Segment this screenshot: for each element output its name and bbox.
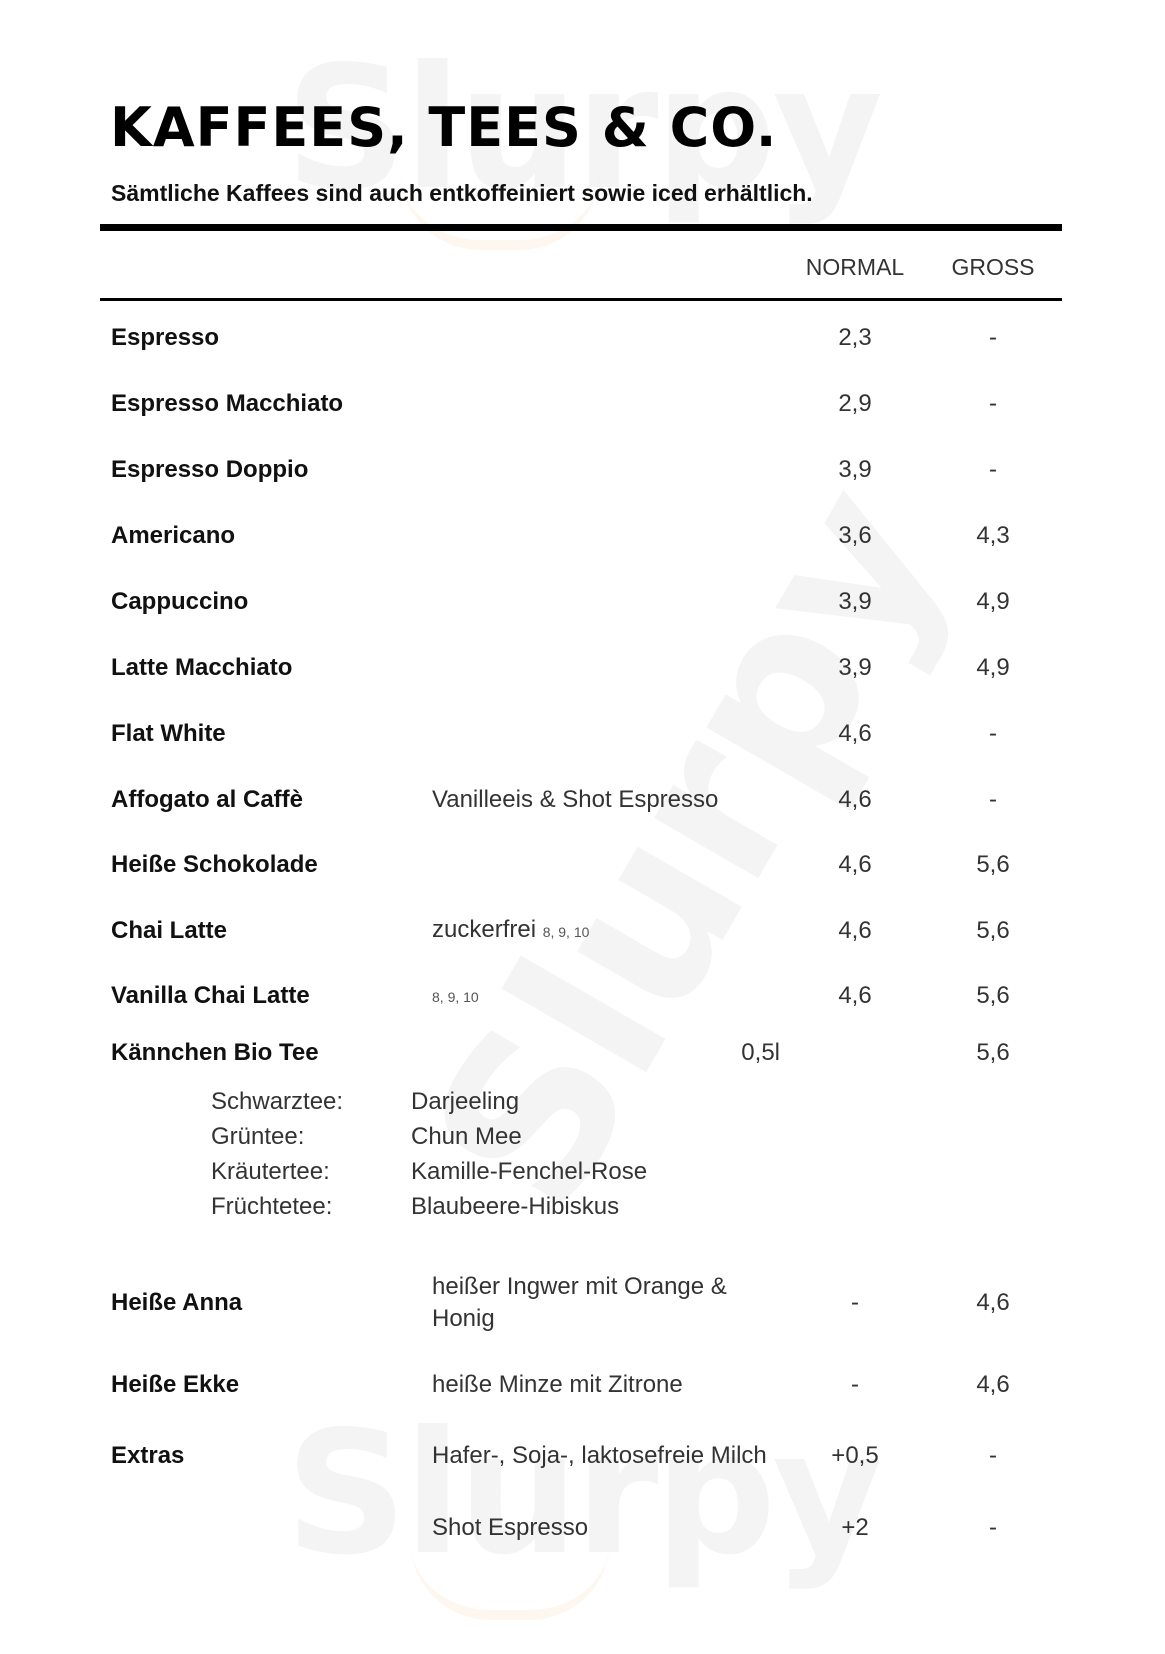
tea-variety [211,1189,647,1224]
item-price-normal: 2,3 [838,324,872,351]
item-price-normal: +0,5 [831,1442,879,1469]
item-name: Affogato al Caffè [111,786,303,813]
item-name: Flat White [111,720,226,747]
item-price-gross: - [989,1442,997,1469]
column-header-normal: NORMAL [805,254,905,280]
header-rule [100,224,1062,231]
item-price-normal: - [851,1289,859,1316]
item-description: Hafer-, Soja-, laktosefreie Milch [432,1442,767,1469]
item-description: heiße Minze mit Zitrone [432,1371,683,1398]
tea-variety [211,1154,647,1189]
item-name: Cappuccino [111,588,249,615]
item-price-gross: 4,9 [976,588,1010,615]
item-price-gross: - [989,1514,997,1541]
tea-variety-name: Kamille-Fenchel-Rose [411,1158,648,1185]
item-price-gross: - [989,390,997,417]
item-price-gross: 4,3 [976,522,1010,549]
menu-item [0,437,1165,503]
item-price-normal: 4,6 [838,982,872,1009]
item-name: Extras [111,1442,185,1469]
item-price-gross: 4,6 [976,1289,1010,1316]
menu-item [0,569,1165,635]
item-price-normal: 2,9 [838,390,872,417]
item-price-normal: 4,6 [838,851,872,878]
item-price-gross: 5,6 [976,982,1010,1009]
tea-varieties [211,1084,647,1224]
item-description: heißer Ingwer mit Orange & Honig [432,1273,727,1332]
tea-variety-name: Darjeeling [411,1088,520,1115]
item-name: Espresso Doppio [111,456,309,483]
menu-item-extras [0,1423,1165,1489]
item-price-gross: 4,9 [976,654,1010,681]
page-subtitle: Sämtliche Kaffees sind auch entkoffeiniert sowie iced erhältlich. [111,180,813,206]
item-description-text: Vanilleeis & Shot Espresso [432,786,719,813]
item-price-gross: - [989,324,997,351]
item-name: Vanilla Chai Latte [111,982,310,1009]
tea-kind: Früchtetee: [211,1193,333,1220]
column-header-gross: GROSS [951,254,1035,280]
item-name: Heiße Anna [111,1289,243,1316]
menu-item [0,371,1165,437]
menu-item-extras [0,1495,1165,1561]
tea-variety-name: Chun Mee [411,1123,522,1150]
menu-item [0,701,1165,767]
item-name: Heiße Ekke [111,1371,240,1398]
tea-kind: Kräutertee: [211,1158,330,1185]
item-description [432,784,772,816]
item-name: Heiße Schokolade [111,851,318,878]
menu-item [0,305,1165,371]
item-price-normal: 3,9 [838,654,872,681]
tea-variety [211,1084,647,1119]
item-description [432,914,772,948]
column-header-rule [100,298,1062,301]
item-price-normal: 4,6 [838,786,872,813]
menu-item [0,1352,1165,1418]
item-description: Shot Espresso [432,1514,589,1541]
item-description [432,979,772,1013]
item-price-gross: 5,6 [976,917,1010,944]
item-name: Chai Latte [111,917,228,944]
menu-item [0,503,1165,569]
item-price-normal: 4,6 [838,917,872,944]
tea-kind: Grüntee: [211,1123,305,1150]
tea-variety [211,1119,647,1154]
item-price-normal: 3,6 [838,522,872,549]
menu-item [0,1270,1165,1336]
tea-kind: Schwarztee: [211,1088,344,1115]
item-description-text: zuckerfrei [432,916,537,943]
item-price-gross: - [989,456,997,483]
item-price-normal: +2 [841,1514,869,1541]
item-price-normal: 4,6 [838,720,872,747]
menu-item-tea [0,1020,1165,1086]
item-price-gross: - [989,786,997,813]
item-name: Espresso Macchiato [111,390,344,417]
item-name: Espresso [111,324,220,351]
item-price-gross: 5,6 [976,851,1010,878]
item-name: Kännchen Bio Tee [111,1039,319,1066]
menu-item [0,635,1165,701]
item-price-normal: 3,9 [838,456,872,483]
item-price-gross: 5,6 [976,1039,1010,1066]
item-price-normal: - [851,1371,859,1398]
tea-variety-name: Blaubeere-Hibiskus [411,1193,620,1220]
item-name: Americano [111,522,236,549]
item-price-normal: 3,9 [838,588,872,615]
item-size: 0,5l [741,1039,780,1066]
item-name: Latte Macchiato [111,654,293,681]
page-title: KAFFEES, TEES & CO. [110,96,778,159]
menu-item [0,832,1165,898]
menu-item [0,898,1165,964]
item-price-gross: - [989,720,997,747]
allergen-note: 8, 9, 10 [542,924,590,940]
menu-item [0,767,1165,833]
allergen-note: 8, 9, 10 [432,989,479,1005]
item-price-gross: 4,6 [976,1371,1010,1398]
